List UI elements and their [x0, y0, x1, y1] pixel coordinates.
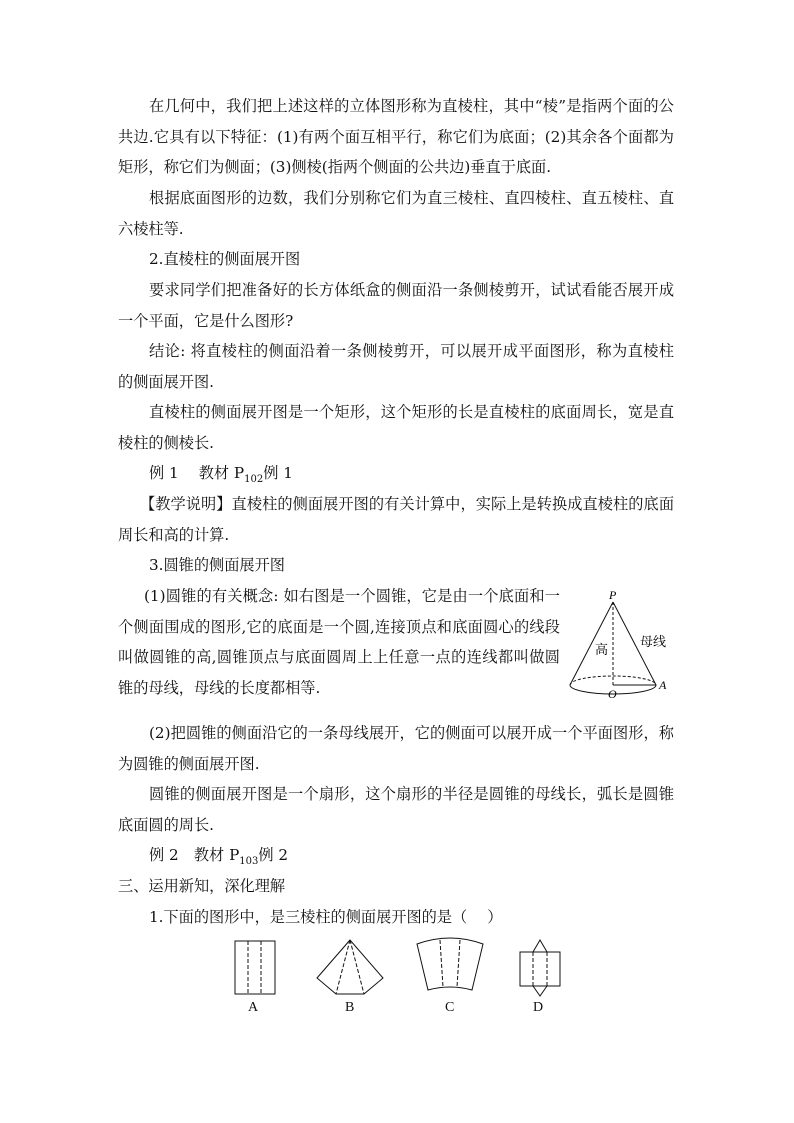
cone-slant-label: 母线	[640, 634, 667, 649]
option-figure-a	[230, 938, 280, 998]
paragraph-cone-net-definition: (2)把圆锥的侧面沿它的一条母线展开，它的侧面可以展开成一个平面图形，称为圆锥的侧面展开图.	[118, 724, 674, 773]
option-label-a: A	[248, 1000, 259, 1015]
paragraph-prism-conclusion: 结论: 将直棱柱的侧面沿着一条侧棱剪开，可以展开成平面图形，称为直棱柱的侧面展开图.	[118, 342, 674, 391]
paragraph-prism-definition: 在几何中，我们把上述这样的立体图形称为直棱柱，其中“棱”是指两个面的公共边.它具有以下特征：(1)有两个面互相平行，称它们为底面；(2)其余各个面都为矩形，称它们为侧面；(3)侧棱(指两个侧面的公共边)垂直于底面.	[118, 97, 674, 176]
cone-center-label: O	[608, 687, 617, 701]
question-1: 1.下面的图形中，是三棱柱的侧面展开图的是（ ）	[149, 908, 503, 926]
option-figure-b	[312, 938, 388, 998]
example-2-page: 103	[239, 856, 259, 868]
paragraph-prism-activity: 要求同学们把准备好的长方体纸盒的侧面沿一条侧棱剪开，试试看能否展开成一个平面，它是什么图形?	[118, 281, 674, 330]
option-label-b: B	[345, 1000, 355, 1015]
cone-apex-label: P	[609, 588, 617, 602]
paragraph-prism-net-rectangle: 直棱柱的侧面展开图是一个矩形，这个矩形的长是直棱柱的底面周长，宽是直棱柱的侧棱长.	[118, 403, 674, 452]
example-2-prefix: 例 2 教材 P	[149, 846, 240, 864]
option-label-c: C	[445, 1000, 455, 1015]
heading-prism-net: 2.直棱柱的侧面展开图	[149, 250, 301, 268]
option-label-d: D	[533, 1000, 544, 1015]
heading-cone-net: 3.圆锥的侧面展开图	[149, 556, 285, 574]
paragraph-prism-naming: 根据底面图形的边数，我们分别称它们为直三棱柱、直四棱柱、直五棱柱、直六棱柱等.	[118, 189, 674, 238]
example-1-page: 102	[244, 474, 264, 486]
option-figure-c	[412, 934, 488, 998]
cone-height-label: 高	[595, 642, 609, 657]
section-3-heading: 三、运用新知，深化理解	[118, 877, 286, 895]
teaching-note: 【教学说明】直棱柱的侧面展开图的有关计算中，实际上是转换成直棱柱的底面周长和高的计算.	[118, 495, 674, 544]
cone-point-label: A	[659, 678, 667, 692]
option-figure-d	[510, 938, 570, 998]
cone-figure	[560, 588, 678, 706]
paragraph-cone-concepts: (1)圆锥的有关概念: 如右图是一个圆锥，它是由一个底面和一个侧面围成的图形,它的底面是一个圆,连接顶点和底面圆心的线段叫做圆锥的高,圆锥顶点与底面圆周上上任意一点的连线都叫做圆锥的母线，母线的长度都相等.	[118, 587, 560, 697]
example-2-suffix: 例 2	[258, 846, 289, 864]
paragraph-cone-net-sector: 圆锥的侧面展开图是一个扇形，这个扇形的半径是圆锥的母线长，弧长是圆锥底面圆的周长.	[118, 785, 674, 834]
example-1-suffix: 例 1	[263, 464, 293, 482]
example-1-prefix: 例 1 教材 P	[149, 464, 245, 482]
